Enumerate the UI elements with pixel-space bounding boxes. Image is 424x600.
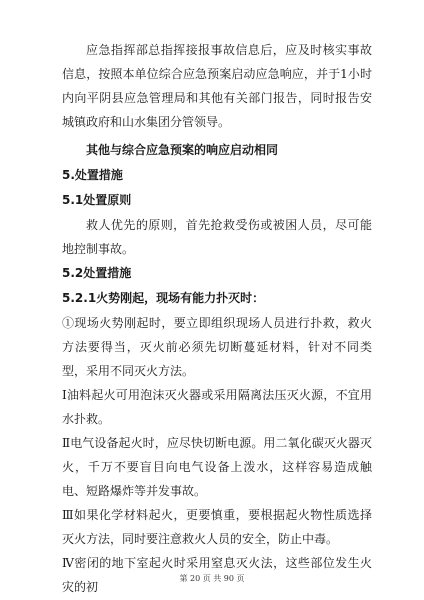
paragraph-principle: 救人优先的原则，首先抢救受伤或被困人员，尽可能地控制事故。: [62, 218, 372, 256]
paragraph-item-electrical-fire: Ⅱ电气设备起火时，应尽快切断电源。用二氧化碳灭火器灭火，千万不要盲目向电气设备上泼水，这样容易造成触电、短路爆炸等并发事故。: [62, 436, 372, 498]
heading-section-5-2-1: 5.2.1火势刚起，现场有能力扑灭时：: [62, 291, 265, 305]
page-number-footer: 第 20 页 共 90 页: [179, 574, 245, 583]
paragraph-item-basement-fire: Ⅳ密闭的地下室起火时采用窒息灭火法，这些部位发生火灾的初: [62, 556, 372, 594]
paragraph-item-chemical-fire: Ⅲ如果化学材料起火，更要慎重，要根据起火物性质选择灭火方法，同时要注意救火人员的安全，防止中毒。: [62, 508, 372, 546]
subheading-response-start: 其他与综合应急预案的响应启动相同: [86, 143, 279, 157]
document-body: [62, 38, 372, 599]
heading-section-5: 5.处置措施: [62, 168, 123, 182]
paragraph-item-1: ①现场火势刚起时，要立即组织现场人员进行扑救，救火方法要得当，灭火前必须先切断蔓延材料，针对不同类型，采用不同灭火方法。: [62, 316, 372, 378]
paragraph-item-oil-fire: Ⅰ油料起火可用泡沫灭火器或采用隔离法压灭火源，不宜用水扑救。: [62, 388, 372, 426]
paragraph-report-procedure: 应急指挥部总指挥接报事故信息后，应及时核实事故信息，按照本单位综合应急预案启动应急响应，并于1小时内向平阴县应急管理局和其他有关部门报告，同时报告安城镇政府和山水集团分管领导。: [62, 43, 372, 129]
heading-section-5-2: 5.2处置措施: [62, 266, 132, 280]
heading-section-5-1: 5.1处置原则: [62, 193, 132, 207]
